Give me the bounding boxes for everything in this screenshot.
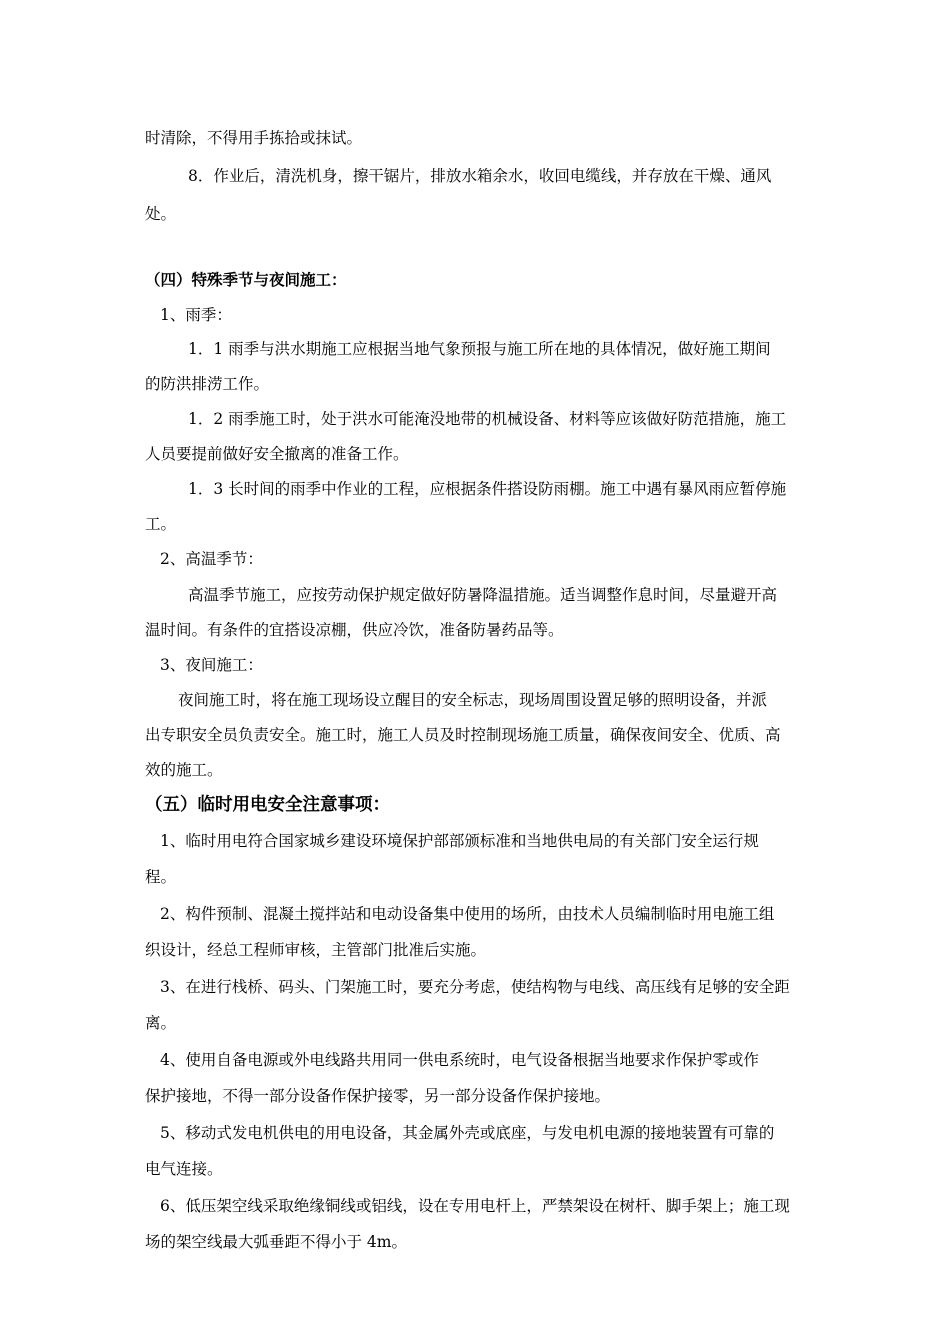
paragraph-line: 时清除，不得用手拣拾或抹试。: [145, 129, 363, 147]
paragraph-line: 8．作业后，清洗机身，擦干锯片，排放水箱余水，收回电缆线，并存放在干燥、通风: [188, 167, 772, 185]
paragraph-line: 效的施工。: [145, 761, 223, 779]
paragraph-line: 1．2 雨季施工时，处于洪水可能淹没地带的机械设备、材料等应该做好防范措施，施工: [188, 410, 787, 428]
paragraph-line: 3、在进行栈桥、码头、门架施工时，要充分考虑，使结构物与电线、高压线有足够的安全距: [160, 978, 790, 996]
paragraph-line: 场的架空线最大弧垂距不得小于 4m。: [145, 1233, 407, 1251]
paragraph-line: 4、使用自备电源或外电线路共用同一供电系统时，电气设备根据当地要求作保护零或作: [160, 1051, 759, 1069]
paragraph-line: 1、临时用电符合国家城乡建设环境保护部部颁标准和当地供电局的有关部门安全运行规: [160, 832, 759, 850]
subsection-title: 2、高温季节：: [160, 550, 263, 568]
paragraph-line: 高温季节施工，应按劳动保护规定做好防暑降温措施。适当调整作息时间，尽量避开高: [188, 586, 778, 604]
paragraph-line: 6、低压架空线采取绝缘铜线或铝线，设在专用电杆上，严禁架设在树杆、脚手架上；施工现: [160, 1197, 790, 1215]
paragraph-line: 电气连接。: [145, 1160, 223, 1178]
paragraph-line: 夜间施工时，将在施工现场设立醒目的安全标志，现场周围设置足够的照明设备，并派: [178, 691, 768, 709]
paragraph-line: 的防洪排涝工作。: [145, 375, 270, 393]
paragraph-line: 离。: [145, 1014, 177, 1032]
paragraph-line: 处。: [145, 205, 177, 223]
paragraph-line: 5、移动式发电机供电的用电设备，其金属外壳或底座，与发电机电源的接地装置有可靠的: [160, 1124, 775, 1142]
paragraph-line: 保护接地，不得一部分设备作保护接零，另一部分设备作保护接地。: [145, 1087, 611, 1105]
paragraph-line: 织设计，经总工程师审核，主管部门批准后实施。: [145, 941, 487, 959]
paragraph-line: 温时间。有条件的宜搭设凉棚，供应冷饮，准备防暑药品等。: [145, 621, 564, 639]
subsection-title: 1、雨季：: [160, 306, 232, 324]
paragraph-line: 2、构件预制、混凝土搅拌站和电动设备集中使用的场所，由技术人员编制临时用电施工组: [160, 905, 775, 923]
paragraph-line: 人员要提前做好安全撤离的准备工作。: [145, 445, 409, 463]
paragraph-line: 1．3 长时间的雨季中作业的工程，应根据条件搭设防雨棚。施工中遇有暴风雨应暂停施: [188, 480, 787, 498]
paragraph-line: 工。: [145, 515, 177, 533]
subsection-title: 3、夜间施工：: [160, 656, 263, 674]
section-heading: （四）特殊季节与夜间施工：: [145, 270, 347, 289]
paragraph-line: 出专职安全员负责安全。施工时，施工人员及时控制现场施工质量，确保夜间安全、优质、高: [145, 726, 781, 744]
paragraph-line: 程。: [145, 868, 177, 886]
section-heading: （五）临时用电安全注意事项：: [145, 795, 390, 815]
paragraph-line: 1．1 雨季与洪水期施工应根据当地气象预报与施工所在地的具体情况，做好施工期间: [188, 340, 771, 358]
